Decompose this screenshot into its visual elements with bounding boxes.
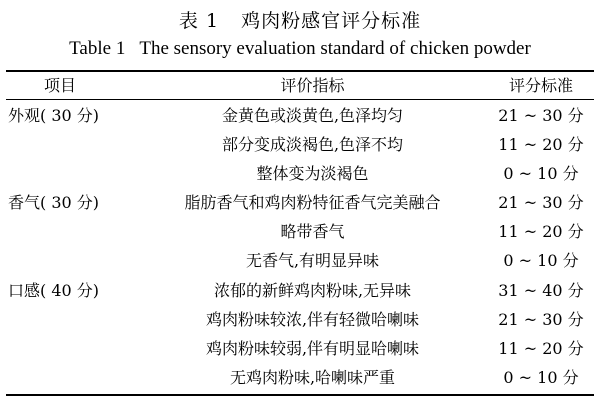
table-caption-english xyxy=(0,38,600,60)
table-row xyxy=(0,101,600,130)
row-criteria: 浓郁的新鲜鸡肉粉味,无异味 xyxy=(213,281,412,300)
row-criteria: 脂肪香气和鸡肉粉特征香气完美融合 xyxy=(184,193,441,212)
table-header-rule xyxy=(6,99,594,100)
row-score: 21 ~ 30 分 xyxy=(498,106,584,125)
row-criteria: 部分变成淡褐色,色泽不均 xyxy=(221,135,404,154)
row-item: 香气( 30 分) xyxy=(8,193,100,212)
table-caption-chinese xyxy=(0,6,600,33)
row-criteria: 无鸡肉粉味,哈喇味严重 xyxy=(229,368,396,387)
table-row xyxy=(0,246,600,275)
row-criteria: 鸡肉粉味较浓,伴有轻微哈喇味 xyxy=(205,310,420,329)
header-item: 项目 xyxy=(43,76,76,95)
row-score: 11 ~ 20 分 xyxy=(498,135,584,154)
row-criteria: 鸡肉粉味较弱,伴有明显哈喇味 xyxy=(205,339,420,358)
table-bottom-rule xyxy=(6,394,594,396)
header-criteria: 评价指标 xyxy=(280,76,345,95)
row-score: 31 ~ 40 分 xyxy=(498,281,584,300)
table-row xyxy=(0,188,600,217)
row-score: 21 ~ 30 分 xyxy=(498,310,584,329)
table-row xyxy=(0,276,600,305)
table-row xyxy=(0,130,600,159)
row-item: 外观( 30 分) xyxy=(8,106,100,125)
row-score: 21 ~ 30 分 xyxy=(498,193,584,212)
table-header-row xyxy=(0,71,600,100)
row-criteria: 金黄色或淡黄色,色泽均匀 xyxy=(221,106,404,125)
header-score: 评分标准 xyxy=(508,76,573,95)
row-score: 0 ~ 10 分 xyxy=(503,251,579,270)
table-row xyxy=(0,305,600,334)
row-score: 11 ~ 20 分 xyxy=(498,339,584,358)
table-label-chinese: 表 1 xyxy=(178,10,220,32)
table-label-english: Table 1 xyxy=(69,38,126,59)
row-score: 0 ~ 10 分 xyxy=(503,164,579,183)
row-criteria: 无香气,有明显异味 xyxy=(245,251,380,270)
table-row xyxy=(0,334,600,363)
row-item: 口感( 40 分) xyxy=(8,281,100,300)
row-score: 11 ~ 20 分 xyxy=(498,222,584,241)
table-row xyxy=(0,363,600,392)
row-criteria: 整体变为淡褐色 xyxy=(256,164,369,183)
table-title-chinese: 鸡肉粉感官评分标准 xyxy=(241,10,422,32)
row-criteria: 略带香气 xyxy=(280,222,345,241)
row-score: 0 ~ 10 分 xyxy=(503,368,579,387)
table-title-english: The sensory evaluation standard of chicken powder xyxy=(139,38,531,59)
table-row xyxy=(0,217,600,246)
table-row xyxy=(0,159,600,188)
